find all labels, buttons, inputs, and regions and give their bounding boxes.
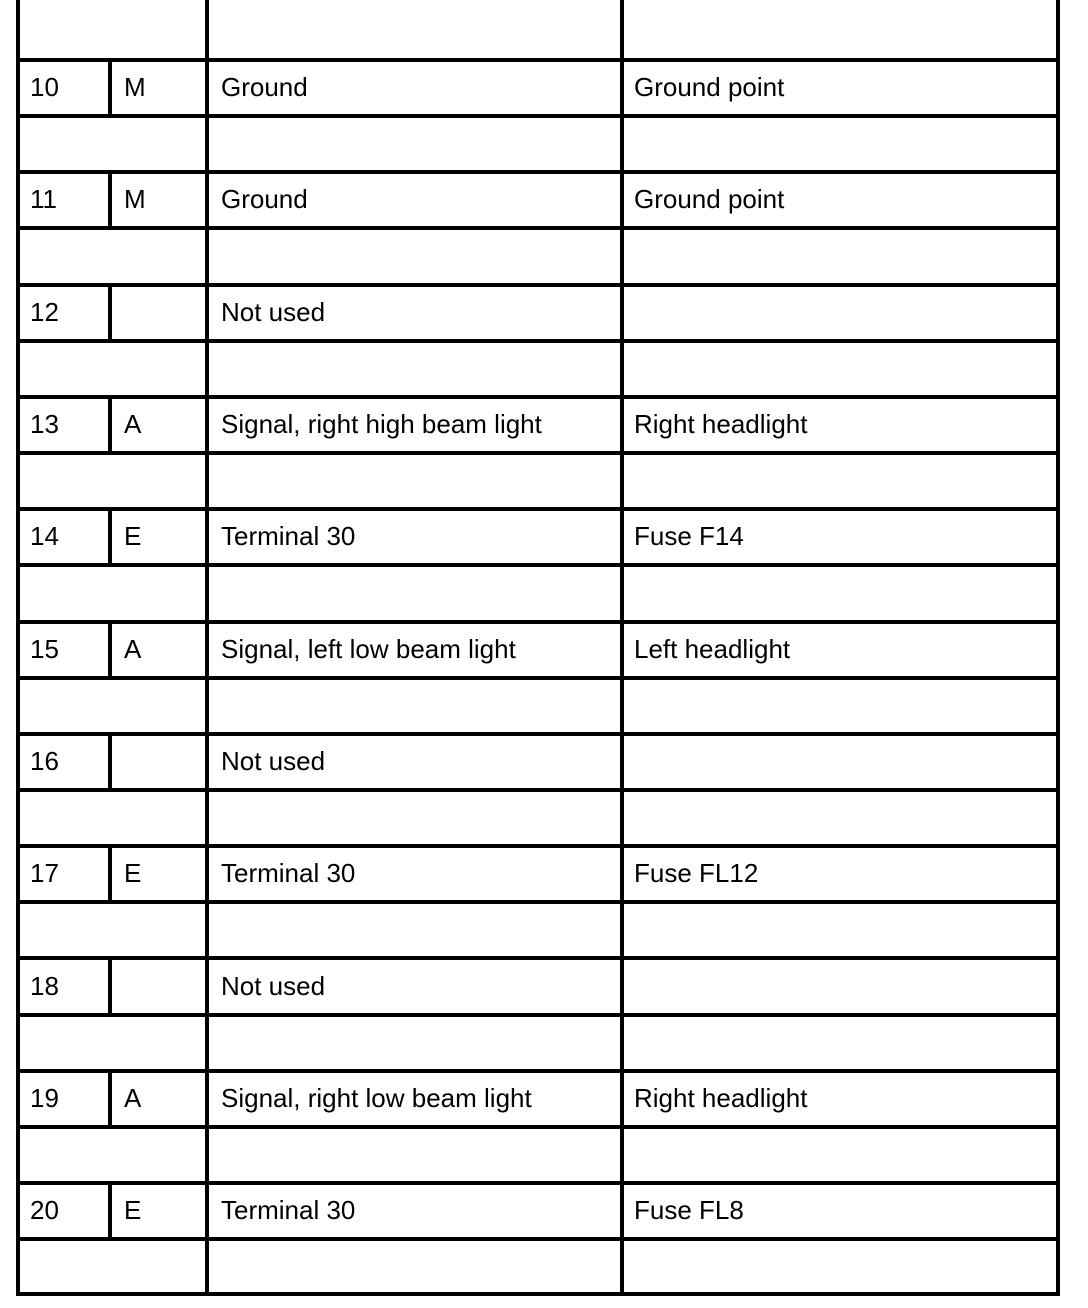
pin-number-cell: 18 <box>30 971 59 1001</box>
pin-type-cell: M <box>124 184 146 214</box>
pin-number-cell: 16 <box>30 746 59 776</box>
description-cell: Signal, left low beam light <box>221 634 516 664</box>
pin-type-cell: A <box>124 1083 142 1113</box>
row-divider <box>16 114 1060 118</box>
pin-type-divider <box>108 395 112 455</box>
row-divider <box>16 1013 1060 1017</box>
row-divider <box>16 956 1060 960</box>
connection-cell: Fuse F14 <box>634 521 744 551</box>
pin-type-cell: E <box>124 1195 142 1225</box>
connection-cell: Left headlight <box>634 634 791 664</box>
description-cell: Not used <box>221 971 326 1001</box>
row-divider <box>16 1181 1060 1185</box>
pin-number-cell: 12 <box>30 297 59 327</box>
description-cell: Terminal 30 <box>221 858 356 888</box>
pin-type-divider <box>108 732 112 792</box>
connection-cell: Right headlight <box>634 1083 808 1113</box>
pin-number-cell: 13 <box>30 409 59 439</box>
pin-number-cell: 14 <box>30 521 59 551</box>
description-cell: Terminal 30 <box>221 521 356 551</box>
description-cell: Signal, right low beam light <box>221 1083 532 1113</box>
row-divider <box>16 507 1060 511</box>
pin-type-divider <box>108 620 112 680</box>
pin-type-cell: A <box>124 634 142 664</box>
row-divider <box>16 58 1060 62</box>
column-divider <box>1056 0 1060 1296</box>
pin-type-cell: E <box>124 858 142 888</box>
pin-type-divider <box>108 58 112 118</box>
column-divider <box>16 0 20 1296</box>
row-divider <box>16 620 1060 624</box>
row-divider <box>16 1237 1060 1241</box>
description-cell: Ground <box>221 184 308 214</box>
connection-cell: Fuse FL12 <box>634 858 759 888</box>
description-cell: Terminal 30 <box>221 1195 356 1225</box>
pin-type-divider <box>108 956 112 1017</box>
pin-number-cell: 10 <box>30 72 59 102</box>
pin-type-divider <box>108 283 112 343</box>
pin-type-divider <box>108 844 112 904</box>
connection-cell: Fuse FL8 <box>634 1195 744 1225</box>
pin-number-cell: 15 <box>30 634 59 664</box>
row-divider <box>16 900 1060 904</box>
pin-type-cell: M <box>124 72 146 102</box>
pin-type-divider <box>108 1069 112 1129</box>
description-cell: Ground <box>221 72 308 102</box>
row-divider <box>16 844 1060 848</box>
description-cell: Signal, right high beam light <box>221 409 542 439</box>
pin-number-cell: 11 <box>30 184 57 214</box>
pin-type-divider <box>108 1181 112 1241</box>
row-divider <box>16 1069 1060 1073</box>
column-divider <box>205 0 209 1296</box>
pin-number-cell: 20 <box>30 1195 59 1225</box>
row-divider <box>16 226 1060 230</box>
pin-number-cell: 19 <box>30 1083 59 1113</box>
row-divider <box>16 451 1060 455</box>
row-divider <box>16 676 1060 680</box>
pin-number-cell: 17 <box>30 858 59 888</box>
row-divider <box>16 732 1060 736</box>
description-cell: Not used <box>221 297 326 327</box>
pin-type-divider <box>108 507 112 567</box>
row-divider <box>16 339 1060 343</box>
row-divider <box>16 395 1060 399</box>
pin-type-cell: A <box>124 409 142 439</box>
column-divider <box>620 0 624 1296</box>
connection-cell: Ground point <box>634 72 785 102</box>
connection-cell: Right headlight <box>634 409 808 439</box>
row-divider <box>16 170 1060 174</box>
pin-type-cell: E <box>124 521 142 551</box>
row-divider <box>16 283 1060 287</box>
row-divider <box>16 788 1060 792</box>
pin-type-divider <box>108 170 112 230</box>
connection-cell: Ground point <box>634 184 785 214</box>
row-divider <box>16 1292 1060 1296</box>
row-divider <box>16 1125 1060 1129</box>
row-divider <box>16 563 1060 567</box>
description-cell: Not used <box>221 746 326 776</box>
